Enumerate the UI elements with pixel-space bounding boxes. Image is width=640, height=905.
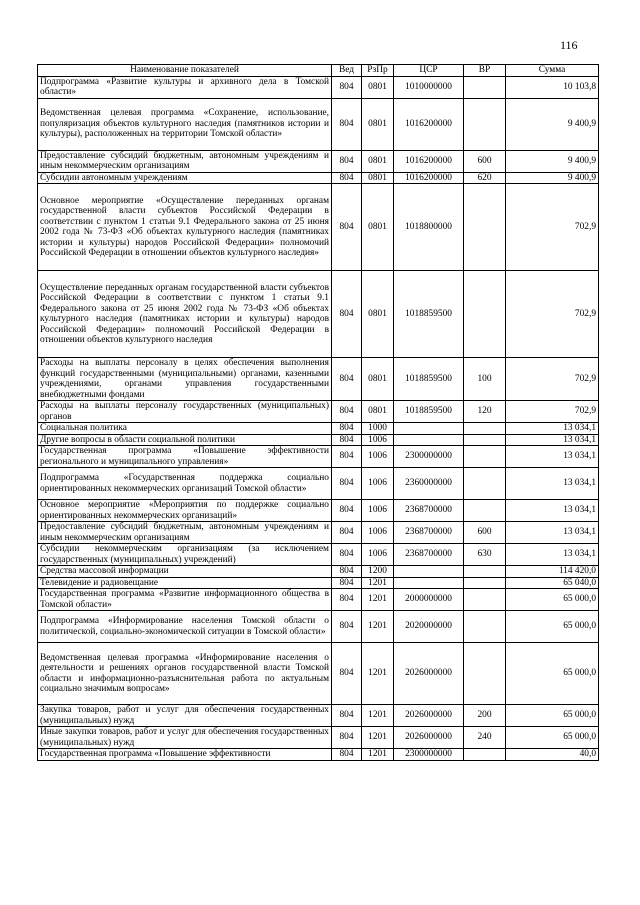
cell-rzpr: 1000 bbox=[362, 423, 394, 435]
cell-rzpr: 1201 bbox=[362, 643, 394, 705]
cell-sum: 13 034,1 bbox=[506, 544, 599, 566]
cell-ved: 804 bbox=[332, 577, 362, 589]
cell-csr bbox=[394, 434, 464, 446]
header-csr: ЦСР bbox=[394, 65, 464, 77]
page-number: 116 bbox=[560, 38, 578, 52]
header-sum: Сумма bbox=[506, 65, 599, 77]
table-row bbox=[38, 577, 599, 589]
cell-name: Государственная программа «Повышение эффективности регионального и муниципального управления» bbox=[38, 446, 332, 468]
cell-name: Основное мероприятие «Осуществление переданных органам государственной власти субъектов Российской Федерации в соответствии с пунктом 1 статьи 9.1 Федерального закона от 25 июня 2002 года № 73-ФЗ «Об объектах культурного наследия (памятниках истории и культуры) народов Российской Федерации» полномочий Российской Федерации в отношении объектов культурного наследия» bbox=[38, 184, 332, 271]
cell-name: Предоставление субсидий бюджетным, автономным учреждениям и иным некоммерческим организациям bbox=[38, 150, 332, 172]
cell-ved: 804 bbox=[332, 589, 362, 611]
cell-csr: 1016200000 bbox=[394, 172, 464, 184]
cell-ved: 804 bbox=[332, 423, 362, 435]
table-row bbox=[38, 98, 599, 150]
cell-csr bbox=[394, 566, 464, 578]
cell-rzpr: 0801 bbox=[362, 358, 394, 401]
cell-name: Средства массовой информации bbox=[38, 566, 332, 578]
cell-ved: 804 bbox=[332, 184, 362, 271]
cell-ved: 804 bbox=[332, 76, 362, 98]
cell-csr: 2026000000 bbox=[394, 643, 464, 705]
cell-csr: 1016200000 bbox=[394, 98, 464, 150]
cell-csr: 2368700000 bbox=[394, 522, 464, 544]
cell-name: Основное мероприятие «Мероприятия по поддержке социально ориентированных некоммерческих организаций» bbox=[38, 500, 332, 522]
cell-rzpr: 1006 bbox=[362, 500, 394, 522]
cell-vr bbox=[464, 271, 506, 358]
cell-ved: 804 bbox=[332, 500, 362, 522]
cell-csr: 1010000000 bbox=[394, 76, 464, 98]
cell-vr bbox=[464, 566, 506, 578]
table-row bbox=[38, 705, 599, 727]
cell-csr: 2026000000 bbox=[394, 727, 464, 749]
cell-vr bbox=[464, 434, 506, 446]
cell-name: Закупка товаров, работ и услуг для обеспечения государственных (муниципальных) нужд bbox=[38, 705, 332, 727]
cell-csr: 2020000000 bbox=[394, 611, 464, 643]
cell-rzpr: 0801 bbox=[362, 150, 394, 172]
cell-vr bbox=[464, 749, 506, 761]
cell-rzpr: 1201 bbox=[362, 577, 394, 589]
cell-name: Подпрограмма «Информирование населения Томской области о политической, социально-экономической ситуации в Томской области» bbox=[38, 611, 332, 643]
cell-ved: 804 bbox=[332, 468, 362, 500]
cell-ved: 804 bbox=[332, 727, 362, 749]
cell-sum: 702,9 bbox=[506, 271, 599, 358]
table-row bbox=[38, 150, 599, 172]
cell-csr: 1016200000 bbox=[394, 150, 464, 172]
cell-vr bbox=[464, 611, 506, 643]
table-row bbox=[38, 358, 599, 401]
cell-vr bbox=[464, 76, 506, 98]
budget-table bbox=[37, 64, 599, 761]
cell-rzpr: 1201 bbox=[362, 705, 394, 727]
table-header-row bbox=[38, 65, 599, 77]
cell-name: Ведомственная целевая программа «Информирование населения о деятельности и решениях органов государственной власти Томской области и информационно-разъяснительная работа по актуальным социально значимым вопросам» bbox=[38, 643, 332, 705]
cell-rzpr: 1201 bbox=[362, 611, 394, 643]
cell-ved: 804 bbox=[332, 434, 362, 446]
cell-vr bbox=[464, 446, 506, 468]
cell-sum: 65 040,0 bbox=[506, 577, 599, 589]
cell-sum: 13 034,1 bbox=[506, 423, 599, 435]
cell-rzpr: 1201 bbox=[362, 727, 394, 749]
cell-ved: 804 bbox=[332, 544, 362, 566]
cell-vr bbox=[464, 577, 506, 589]
cell-ved: 804 bbox=[332, 271, 362, 358]
cell-vr: 240 bbox=[464, 727, 506, 749]
table-row bbox=[38, 434, 599, 446]
header-ved: Вед bbox=[332, 65, 362, 77]
cell-sum: 9 400,9 bbox=[506, 172, 599, 184]
cell-vr bbox=[464, 184, 506, 271]
table-row bbox=[38, 522, 599, 544]
cell-vr bbox=[464, 500, 506, 522]
cell-rzpr: 1006 bbox=[362, 522, 394, 544]
cell-vr: 600 bbox=[464, 150, 506, 172]
cell-name: Субсидии некоммерческим организациям (за исключением государственных (муниципальных) учреждений) bbox=[38, 544, 332, 566]
cell-ved: 804 bbox=[332, 566, 362, 578]
cell-sum: 9 400,9 bbox=[506, 98, 599, 150]
table-row bbox=[38, 76, 599, 98]
cell-csr bbox=[394, 423, 464, 435]
cell-csr: 2000000000 bbox=[394, 589, 464, 611]
cell-vr: 100 bbox=[464, 358, 506, 401]
cell-csr: 1018859500 bbox=[394, 358, 464, 401]
cell-name: Государственная программа «Развитие информационного общества в Томской области» bbox=[38, 589, 332, 611]
cell-vr bbox=[464, 468, 506, 500]
cell-vr: 630 bbox=[464, 544, 506, 566]
cell-rzpr: 1006 bbox=[362, 434, 394, 446]
cell-sum: 702,9 bbox=[506, 358, 599, 401]
cell-csr: 2300000000 bbox=[394, 446, 464, 468]
cell-csr: 2026000000 bbox=[394, 705, 464, 727]
cell-name: Другие вопросы в области социальной политики bbox=[38, 434, 332, 446]
cell-name: Подпрограмма «Развитие культуры и архивного дела в Томской области» bbox=[38, 76, 332, 98]
table-row bbox=[38, 423, 599, 435]
cell-sum: 13 034,1 bbox=[506, 500, 599, 522]
cell-rzpr: 0801 bbox=[362, 401, 394, 423]
cell-name: Социальная политика bbox=[38, 423, 332, 435]
cell-name: Осуществление переданных органам государственной власти субъектов Российской Федерации в соответствии с пунктом 1 статьи 9.1 Федерального закона от 25 июня 2002 года № 73-ФЗ «Об объектах культурного наследия (памятниках истории и культуры) народов Российской Федерации» полномочий Российской Федерации в отношении объектов культурного наследия bbox=[38, 271, 332, 358]
header-vr: ВР bbox=[464, 65, 506, 77]
cell-vr: 120 bbox=[464, 401, 506, 423]
cell-rzpr: 0801 bbox=[362, 271, 394, 358]
cell-csr: 2368700000 bbox=[394, 500, 464, 522]
cell-vr: 620 bbox=[464, 172, 506, 184]
cell-csr bbox=[394, 577, 464, 589]
cell-sum: 13 034,1 bbox=[506, 468, 599, 500]
table-row bbox=[38, 589, 599, 611]
cell-csr: 2368700000 bbox=[394, 544, 464, 566]
cell-rzpr: 1006 bbox=[362, 468, 394, 500]
cell-name: Субсидии автономным учреждениям bbox=[38, 172, 332, 184]
cell-vr bbox=[464, 98, 506, 150]
cell-sum: 13 034,1 bbox=[506, 522, 599, 544]
table-row bbox=[38, 446, 599, 468]
cell-rzpr: 1201 bbox=[362, 589, 394, 611]
cell-sum: 65 000,0 bbox=[506, 589, 599, 611]
cell-sum: 40,0 bbox=[506, 749, 599, 761]
cell-csr: 1018800000 bbox=[394, 184, 464, 271]
table-row bbox=[38, 611, 599, 643]
table-row bbox=[38, 749, 599, 761]
cell-ved: 804 bbox=[332, 446, 362, 468]
table-row bbox=[38, 544, 599, 566]
cell-rzpr: 0801 bbox=[362, 76, 394, 98]
cell-ved: 804 bbox=[332, 98, 362, 150]
cell-ved: 804 bbox=[332, 172, 362, 184]
cell-name: Предоставление субсидий бюджетным, автономным учреждениям и иным некоммерческим организациям bbox=[38, 522, 332, 544]
cell-name: Телевидение и радиовещание bbox=[38, 577, 332, 589]
table-row bbox=[38, 184, 599, 271]
cell-rzpr: 0801 bbox=[362, 184, 394, 271]
cell-ved: 804 bbox=[332, 358, 362, 401]
cell-rzpr: 1201 bbox=[362, 749, 394, 761]
cell-sum: 65 000,0 bbox=[506, 643, 599, 705]
cell-vr: 600 bbox=[464, 522, 506, 544]
cell-name: Государственная программа «Повышение эффективности bbox=[38, 749, 332, 761]
cell-ved: 804 bbox=[332, 749, 362, 761]
cell-csr: 1018859500 bbox=[394, 271, 464, 358]
cell-rzpr: 1200 bbox=[362, 566, 394, 578]
cell-sum: 9 400,9 bbox=[506, 150, 599, 172]
cell-vr bbox=[464, 423, 506, 435]
table-row bbox=[38, 566, 599, 578]
cell-vr bbox=[464, 643, 506, 705]
cell-name: Подпрограмма «Государственная поддержка социально ориентированных некоммерческих организаций Томской области» bbox=[38, 468, 332, 500]
cell-vr bbox=[464, 589, 506, 611]
header-rzpr: РзПр bbox=[362, 65, 394, 77]
cell-name: Расходы на выплаты персоналу в целях обеспечения выполнения функций государственными (муниципальными) органами, казенными учреждениями, органами управления государственными внебюджетными фондами bbox=[38, 358, 332, 401]
cell-sum: 65 000,0 bbox=[506, 611, 599, 643]
cell-ved: 804 bbox=[332, 705, 362, 727]
cell-sum: 13 034,1 bbox=[506, 446, 599, 468]
cell-ved: 804 bbox=[332, 611, 362, 643]
cell-ved: 804 bbox=[332, 401, 362, 423]
cell-ved: 804 bbox=[332, 643, 362, 705]
cell-sum: 10 103,8 bbox=[506, 76, 599, 98]
cell-name: Ведомственная целевая программа «Сохранение, использование, популяризация объектов культурного наследия (памятников истории и культуры), расположенных на территории Томской области» bbox=[38, 98, 332, 150]
table-row bbox=[38, 401, 599, 423]
cell-name: Расходы на выплаты персоналу государственных (муниципальных) органов bbox=[38, 401, 332, 423]
cell-sum: 702,9 bbox=[506, 184, 599, 271]
table-row bbox=[38, 468, 599, 500]
cell-rzpr: 0801 bbox=[362, 98, 394, 150]
table-row bbox=[38, 271, 599, 358]
table-row bbox=[38, 500, 599, 522]
cell-csr: 2360000000 bbox=[394, 468, 464, 500]
cell-vr: 200 bbox=[464, 705, 506, 727]
cell-name: Иные закупки товаров, работ и услуг для обеспечения государственных (муниципальных) нужд bbox=[38, 727, 332, 749]
cell-sum: 65 000,0 bbox=[506, 727, 599, 749]
cell-sum: 114 420,0 bbox=[506, 566, 599, 578]
cell-csr: 1018859500 bbox=[394, 401, 464, 423]
cell-sum: 65 000,0 bbox=[506, 705, 599, 727]
cell-ved: 804 bbox=[332, 522, 362, 544]
cell-sum: 702,9 bbox=[506, 401, 599, 423]
table-row bbox=[38, 172, 599, 184]
cell-sum: 13 034,1 bbox=[506, 434, 599, 446]
cell-ved: 804 bbox=[332, 150, 362, 172]
table-row bbox=[38, 727, 599, 749]
table-row bbox=[38, 643, 599, 705]
cell-csr: 2300000000 bbox=[394, 749, 464, 761]
cell-rzpr: 1006 bbox=[362, 446, 394, 468]
header-name: Наименование показателей bbox=[38, 65, 332, 77]
table-body bbox=[38, 76, 599, 760]
cell-rzpr: 0801 bbox=[362, 172, 394, 184]
cell-rzpr: 1006 bbox=[362, 544, 394, 566]
